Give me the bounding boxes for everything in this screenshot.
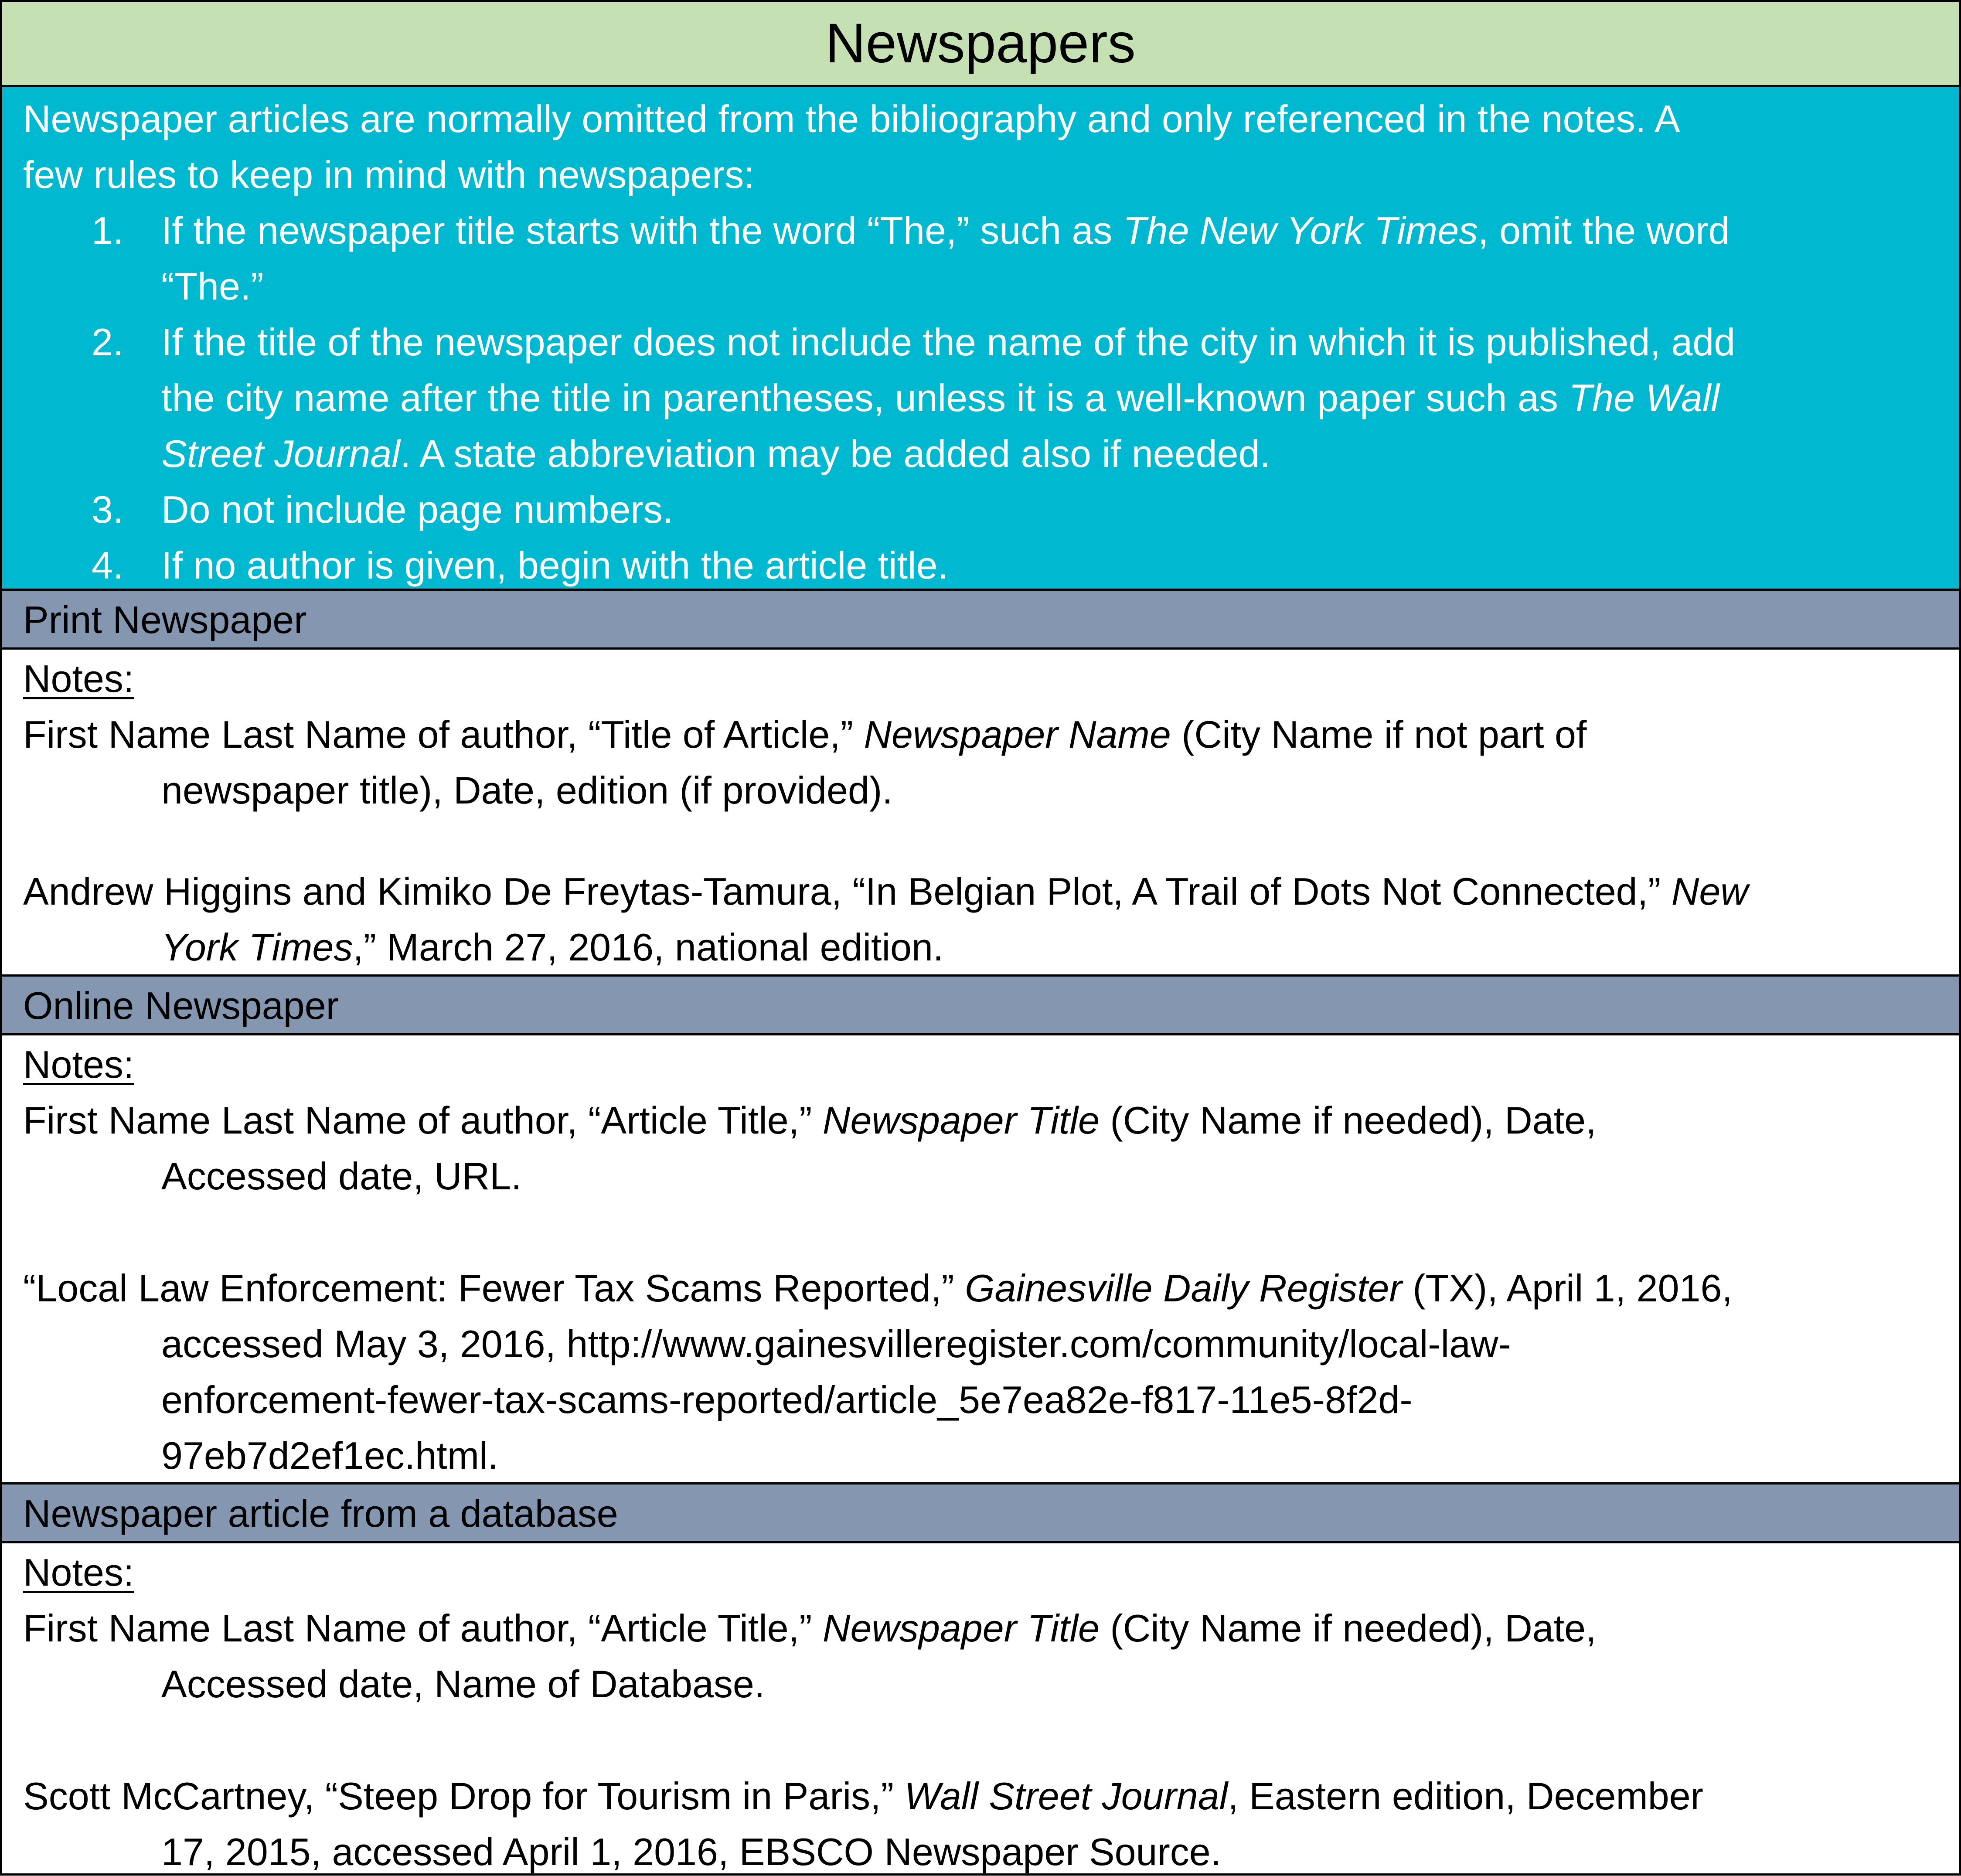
example-line-1: “Local Law Enforcement: Fewer Tax Scams Reported,” Gainesville Daily Register (TX), April 1, 2016, bbox=[23, 1267, 1733, 1310]
rule-number: 4. bbox=[92, 544, 124, 587]
example-line-3: enforcement-fewer-tax-scams-reported/article_5e7ea82e-f817-11e5-8f2d- bbox=[161, 1378, 1413, 1421]
section-title: Newspaper article from a database bbox=[23, 1492, 618, 1535]
rule-1-line-2: “The.” bbox=[161, 265, 264, 308]
page-title: Newspapers bbox=[825, 12, 1136, 75]
example-line-1: Andrew Higgins and Kimiko De Freytas-Tamura, “In Belgian Plot, A Trail of Dots Not Connected,” New bbox=[23, 870, 1748, 913]
section-header-database bbox=[0, 1482, 1961, 1543]
example-line-1: Scott McCartney, “Steep Drop for Tourism in Paris,” Wall Street Journal, Eastern edition, December bbox=[23, 1774, 1703, 1818]
example-line-4: 97eb7d2ef1ec.html. bbox=[161, 1434, 499, 1477]
template-line-2: newspaper title), Date, edition (if provided). bbox=[161, 769, 893, 812]
section-body-online bbox=[0, 1033, 1961, 1484]
example-line-2: York Times,” March 27, 2016, national edition. bbox=[161, 926, 944, 969]
intro-panel bbox=[0, 85, 1961, 591]
section-title: Print Newspaper bbox=[23, 598, 307, 641]
template-line-2: Accessed date, URL. bbox=[161, 1154, 522, 1198]
intro-line-2: few rules to keep in mind with newspapers: bbox=[23, 153, 755, 196]
section-header-online bbox=[0, 974, 1961, 1035]
title-banner bbox=[0, 0, 1961, 87]
section-header-print bbox=[0, 589, 1961, 650]
notes-label: Notes: bbox=[23, 1551, 134, 1594]
intro-line-1: Newspaper articles are normally omitted from the bibliography and only referenced in the notes. A bbox=[23, 97, 1680, 140]
example-line-2: accessed May 3, 2016, http://www.gainesvilleregister.com/community/local-law- bbox=[161, 1322, 1511, 1365]
section-body-print bbox=[0, 647, 1961, 977]
section-title: Online Newspaper bbox=[23, 984, 339, 1027]
rule-number: 1. bbox=[92, 209, 124, 252]
rule-number: 3. bbox=[92, 488, 124, 531]
rule-2-line-3: Street Journal. A state abbreviation may be added also if needed. bbox=[161, 432, 1270, 475]
rule-2-line-2: the city name after the title in parentheses, unless it is a well-known paper such as The Wall bbox=[161, 376, 1719, 419]
template-line-1: First Name Last Name of author, “Article Title,” Newspaper Title (City Name if needed), Date, bbox=[23, 1607, 1597, 1650]
template-line-2: Accessed date, Name of Database. bbox=[161, 1662, 765, 1706]
rule-4-line-1: If no author is given, begin with the article title. bbox=[161, 544, 948, 587]
rule-2-line-1: If the title of the newspaper does not include the name of the city in which it is published, add bbox=[161, 320, 1736, 364]
template-line-1: First Name Last Name of author, “Title of Article,” Newspaper Name (City Name if not part of bbox=[23, 713, 1587, 756]
notes-label: Notes: bbox=[23, 657, 134, 700]
template-line-1: First Name Last Name of author, “Article Title,” Newspaper Title (City Name if needed), Date, bbox=[23, 1099, 1597, 1142]
rule-3-line-1: Do not include page numbers. bbox=[161, 488, 674, 531]
example-line-2: 17, 2015, accessed April 1, 2016, EBSCO Newspaper Source. bbox=[161, 1830, 1222, 1873]
rule-1-line-1: If the newspaper title starts with the word “The,” such as The New York Times, omit the word bbox=[161, 209, 1730, 252]
rule-number: 2. bbox=[92, 320, 124, 364]
section-body-database bbox=[0, 1541, 1961, 1876]
notes-label: Notes: bbox=[23, 1043, 134, 1086]
